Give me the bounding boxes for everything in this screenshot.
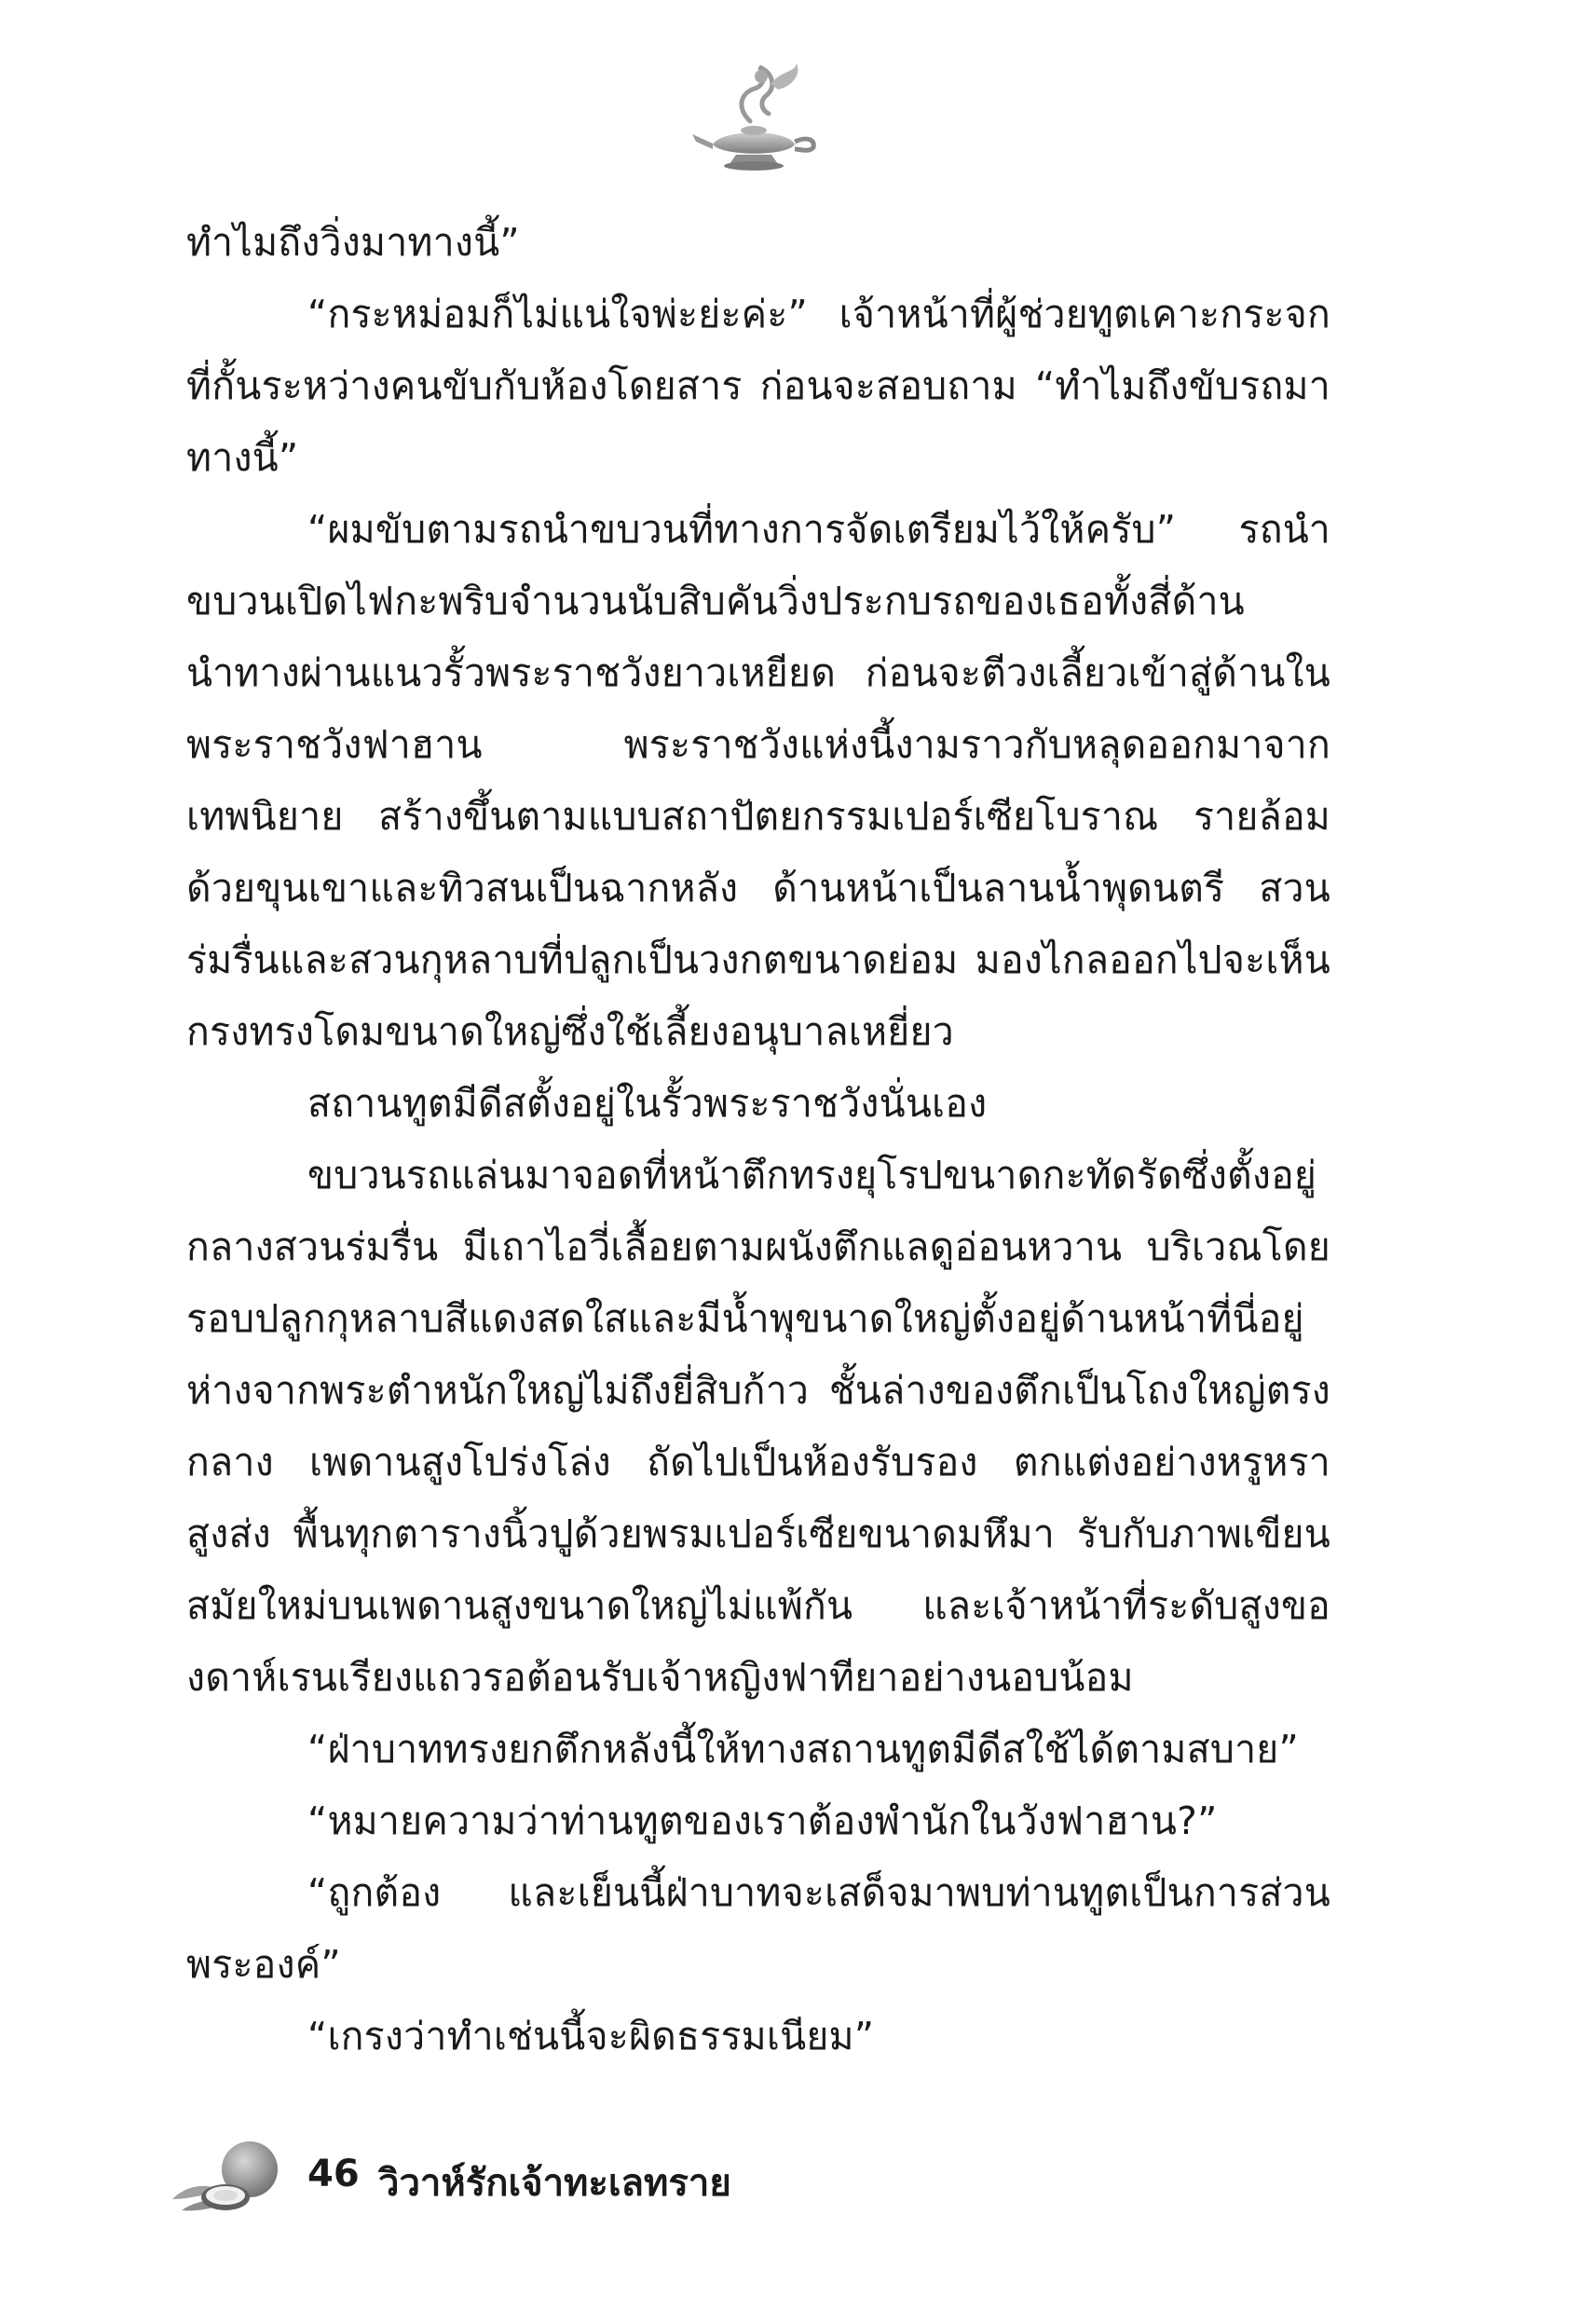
paragraph: “ฝ่าบาททรงยกตึกหลังนี้ให้ทางสถานทูตมีดีสใช้ได้ตามสบาย” <box>307 1727 1299 1771</box>
page-footer <box>168 2134 820 2218</box>
magic-lamp-icon <box>685 56 825 177</box>
body-text <box>186 207 1330 2072</box>
paragraph: “ผมขับตามรถนำขบวนที่ทางการจัดเตรียมไว้ให้ครับ” รถนำขบวนเปิดไฟกะพริบจำนวนนับสิบคันวิ่งประกบรถของเธอทั้งสี่ด้าน นำทางผ่านแนวรั้วพระราชวังยาวเหยียด ก่อนจะตีวงเลี้ยวเข้าสู่ด้านในพระราชวังฟาฮาน พระราชวังแห่งนี้งามราวกับหลุดออกมาจากเทพนิยาย สร้างขึ้นตามแบบสถาปัตยกรรมเปอร์เซียโบราณ รายล้อมด้วยขุนเขาและทิวสนเป็นฉากหลัง ด้านหน้าเป็นลานน้ำพุดนตรี สวนร่มรื่นและสวนกุหลาบที่ปลูกเป็นวงกตขนาดย่อม มองไกลออกไปจะเห็นกรงทรงโดมขนาดใหญ่ซึ่งใช้เลี้ยงอนุบาลเหยี่ยว <box>186 507 1330 1054</box>
paragraph: ขบวนรถแล่นมาจอดที่หน้าตึกทรงยุโรปขนาดกะทัดรัดซึ่งตั้งอยู่กลางสวนร่มรื่น มีเถาไอวี่เลื้อยตามผนังตึกแลดูอ่อนหวาน บริเวณโดยรอบปลูกกุหลาบสีแดงสดใสและมีน้ำพุขนาดใหญ่ตั้งอยู่ด้านหน้าที่นี่อยู่ห่างจากพระตำหนักใหญ่ไม่ถึงยี่สิบก้าว ชั้นล่างของตึกเป็นโถงใหญ่ตรงกลาง เพดานสูงโปร่งโล่ง ถัดไปเป็นห้องรับรอง ตกแต่งอย่างหรูหราสูงส่ง พื้นทุกตารางนิ้วปูด้วยพรมเปอร์เซียขนาดมหึมา รับกับภาพเขียนสมัยใหม่บนเพดานสูงขนาดใหญ่ไม่แพ้กัน และเจ้าหน้าที่ระดับสูงของดาห์เรนเรียงแถวรอต้อนรับเจ้าหญิงฟาทียาอย่างนอบน้อม <box>186 1153 1330 1700</box>
paragraph: สถานทูตมีดีสตั้งอยู่ในรั้วพระราชวังนั่นเอง <box>307 1081 988 1126</box>
coconut-icon <box>168 2134 289 2218</box>
paragraph: “กระหม่อมก็ไม่แน่ใจพ่ะย่ะค่ะ” เจ้าหน้าที่ผู้ช่วยทูตเคาะกระจกที่กั้นระหว่างคนขับกับห้องโดยสาร ก่อนจะสอบถาม “ทำไมถึงขับรถมาทางนี้” <box>186 292 1330 480</box>
page-number: 46 <box>307 2153 360 2195</box>
paragraph: “ถูกต้อง และเย็นนี้ฝ่าบาทจะเสด็จมาพบท่านทูตเป็นการส่วนพระองค์” <box>186 1870 1330 1987</box>
paragraph: ทำไมถึงวิ่งมาทางนี้” <box>186 220 520 265</box>
paragraph: “หมายความว่าท่านทูตของเราต้องพำนักในวังฟาฮาน?” <box>307 1798 1218 1843</box>
book-title: วิวาห์รักเจ้าทะเลทราย <box>378 2162 731 2205</box>
paragraph: “เกรงว่าทำเช่นนี้จะผิดธรรมเนียม” <box>307 2014 875 2058</box>
